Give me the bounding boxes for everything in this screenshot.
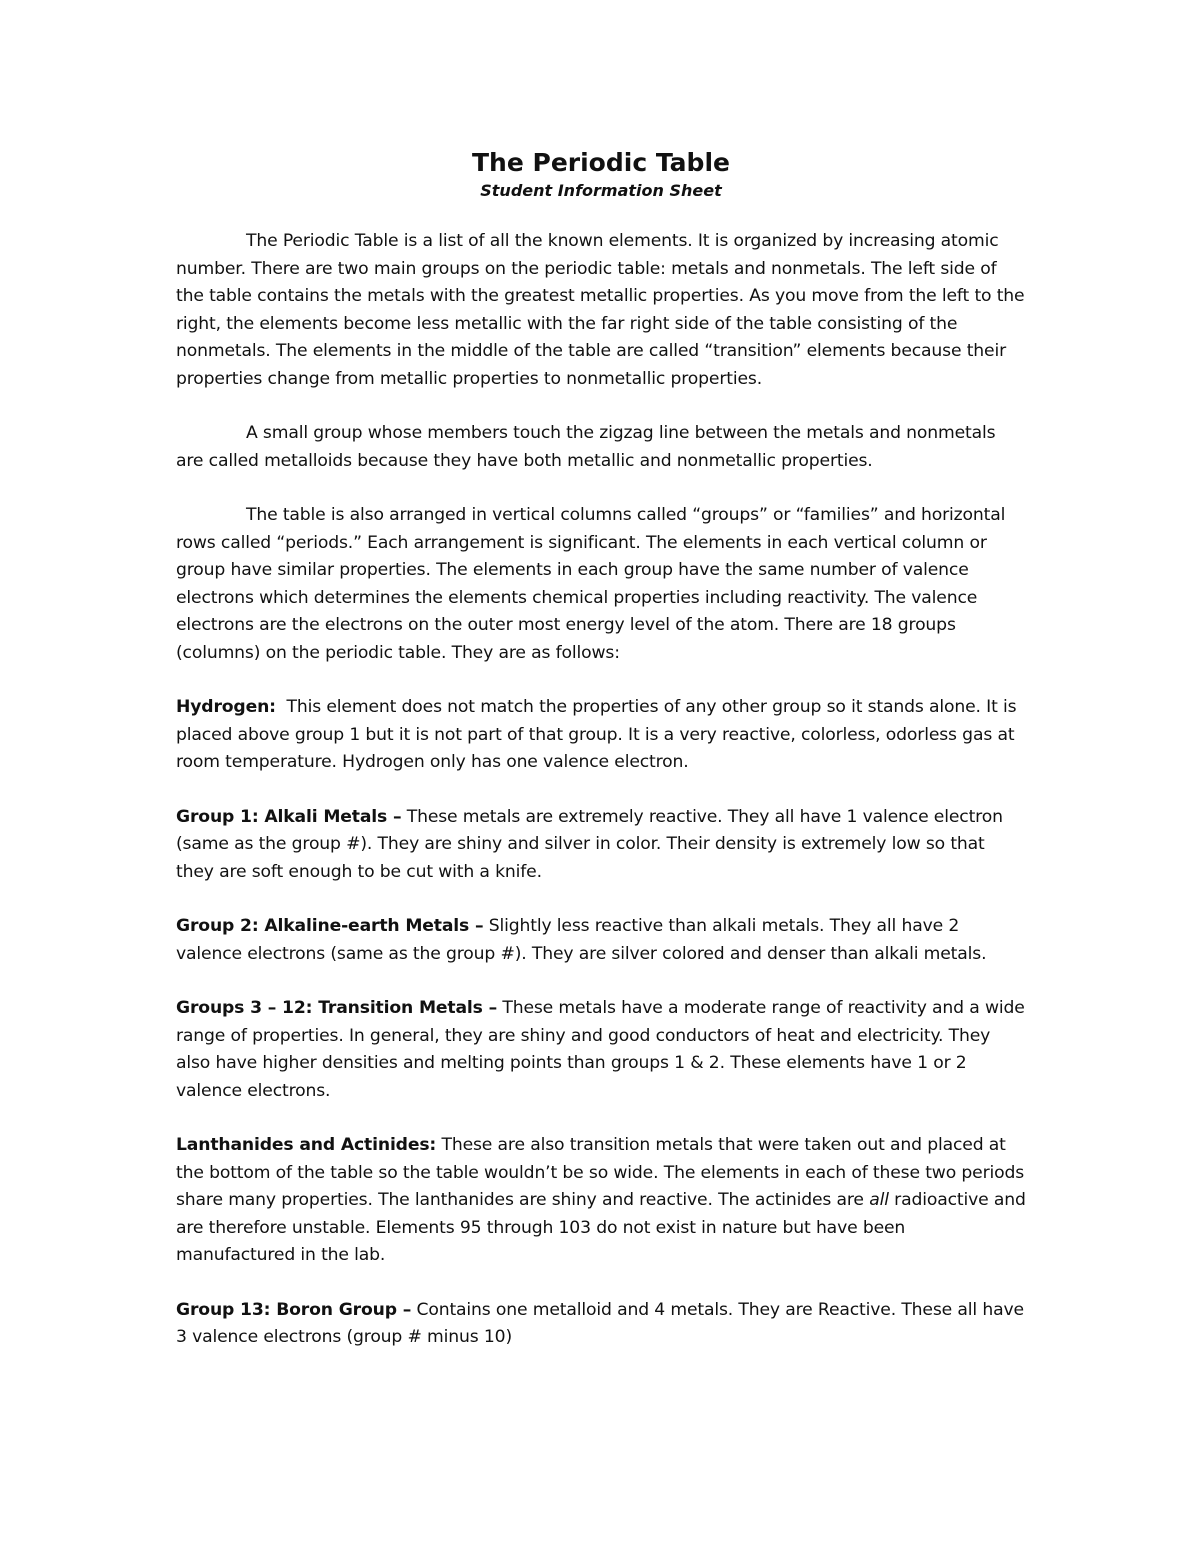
lanthanides-text-after: radioactive and are therefore unstable. Elements 95 through 103 do not exist in nature but have been manufactured in the lab. xyxy=(176,1190,1026,1265)
arrangement-paragraph: The table is also arranged in vertical columns called “groups” or “families” and horizontal rows called “periods.” Each arrangement is significant. The elements in each vertical column or group have similar properties. The elements in each group have the same number of valence electrons which determines the elements chemical properties including reactivity. The valence electrons are the electrons on the outer most energy level of the atom. There are 18 groups (columns) on the periodic table. They are as follows: xyxy=(176,505,1006,663)
transition-text: These metals have a moderate range of reactivity and a wide range of properties. In general, they are shiny and good conductors of heat and electricity. They also have higher densities and melting points than groups 1 & 2. These elements have 1 or 2 valence electrons. xyxy=(176,998,1025,1101)
group1-section xyxy=(176,804,1026,887)
group2-text: Slightly less reactive than alkali metals. They all have 2 valence electrons (same as the group #). They are silver colored and denser than alkali metals. xyxy=(176,916,987,964)
group2-term: Group 2: Alkaline-earth Metals – xyxy=(176,916,484,936)
group1-term: Group 1: Alkali Metals – xyxy=(176,806,402,827)
group2-section xyxy=(176,913,1026,968)
transition-section xyxy=(176,995,1026,1105)
intro-paragraph: The Periodic Table is a list of all the known elements. It is organized by increasing atomic number. There are two main groups on the periodic table: metals and nonmetals. The left side of the table contains the metals with the greatest metallic properties. As you move from the left to the right, the elements become less metallic with the far right side of the table consisting of the nonmetals. The elements in the middle of the table are called “transition” elements because their properties change from metallic properties to nonmetallic properties. xyxy=(176,231,1025,389)
document-page xyxy=(176,148,1026,1352)
metalloids-paragraph: A small group whose members touch the zigzag line between the metals and nonmetals are called metalloids because they have both metallic and nonmetallic properties. xyxy=(176,423,996,471)
lanthanides-term: Lanthanides and Actinides: xyxy=(176,1135,437,1155)
group13-term: Group 13: Boron Group – xyxy=(176,1299,412,1320)
transition-term: Groups 3 – 12: Transition Metals – xyxy=(176,998,498,1018)
group13-text: Contains one metalloid and 4 metals. They are Reactive. These all have 3 valence electrons (group # minus 10) xyxy=(176,1299,1024,1347)
lanthanides-emphasis: all xyxy=(869,1190,889,1210)
group13-section xyxy=(176,1297,1026,1352)
hydrogen-text: This element does not match the properties of any other group so it stands alone. It is placed above group 1 but it is not part of that group. It is a very reactive, colorless, odorless gas at room temperature. Hydrogen only has one valence electron. xyxy=(176,697,1017,772)
page-title: The Periodic Table xyxy=(472,148,730,177)
group1-text: These metals are extremely reactive. They all have 1 valence electron (same as the group #). They are shiny and silver in color. Their density is extremely low so that they are soft enough to be cut with a knife. xyxy=(176,806,1003,882)
hydrogen-section xyxy=(176,694,1026,777)
lanthanides-section xyxy=(176,1132,1026,1270)
page-subtitle: Student Information Sheet xyxy=(480,181,722,200)
hydrogen-term: Hydrogen: xyxy=(176,697,276,717)
lanthanides-text-before: These are also transition metals that were taken out and placed at the bottom of the table so the table wouldn’t be so wide. The elements in each of these two periods share many properties. The lanthanides are shiny and reactive. The actinides are xyxy=(176,1135,1025,1210)
